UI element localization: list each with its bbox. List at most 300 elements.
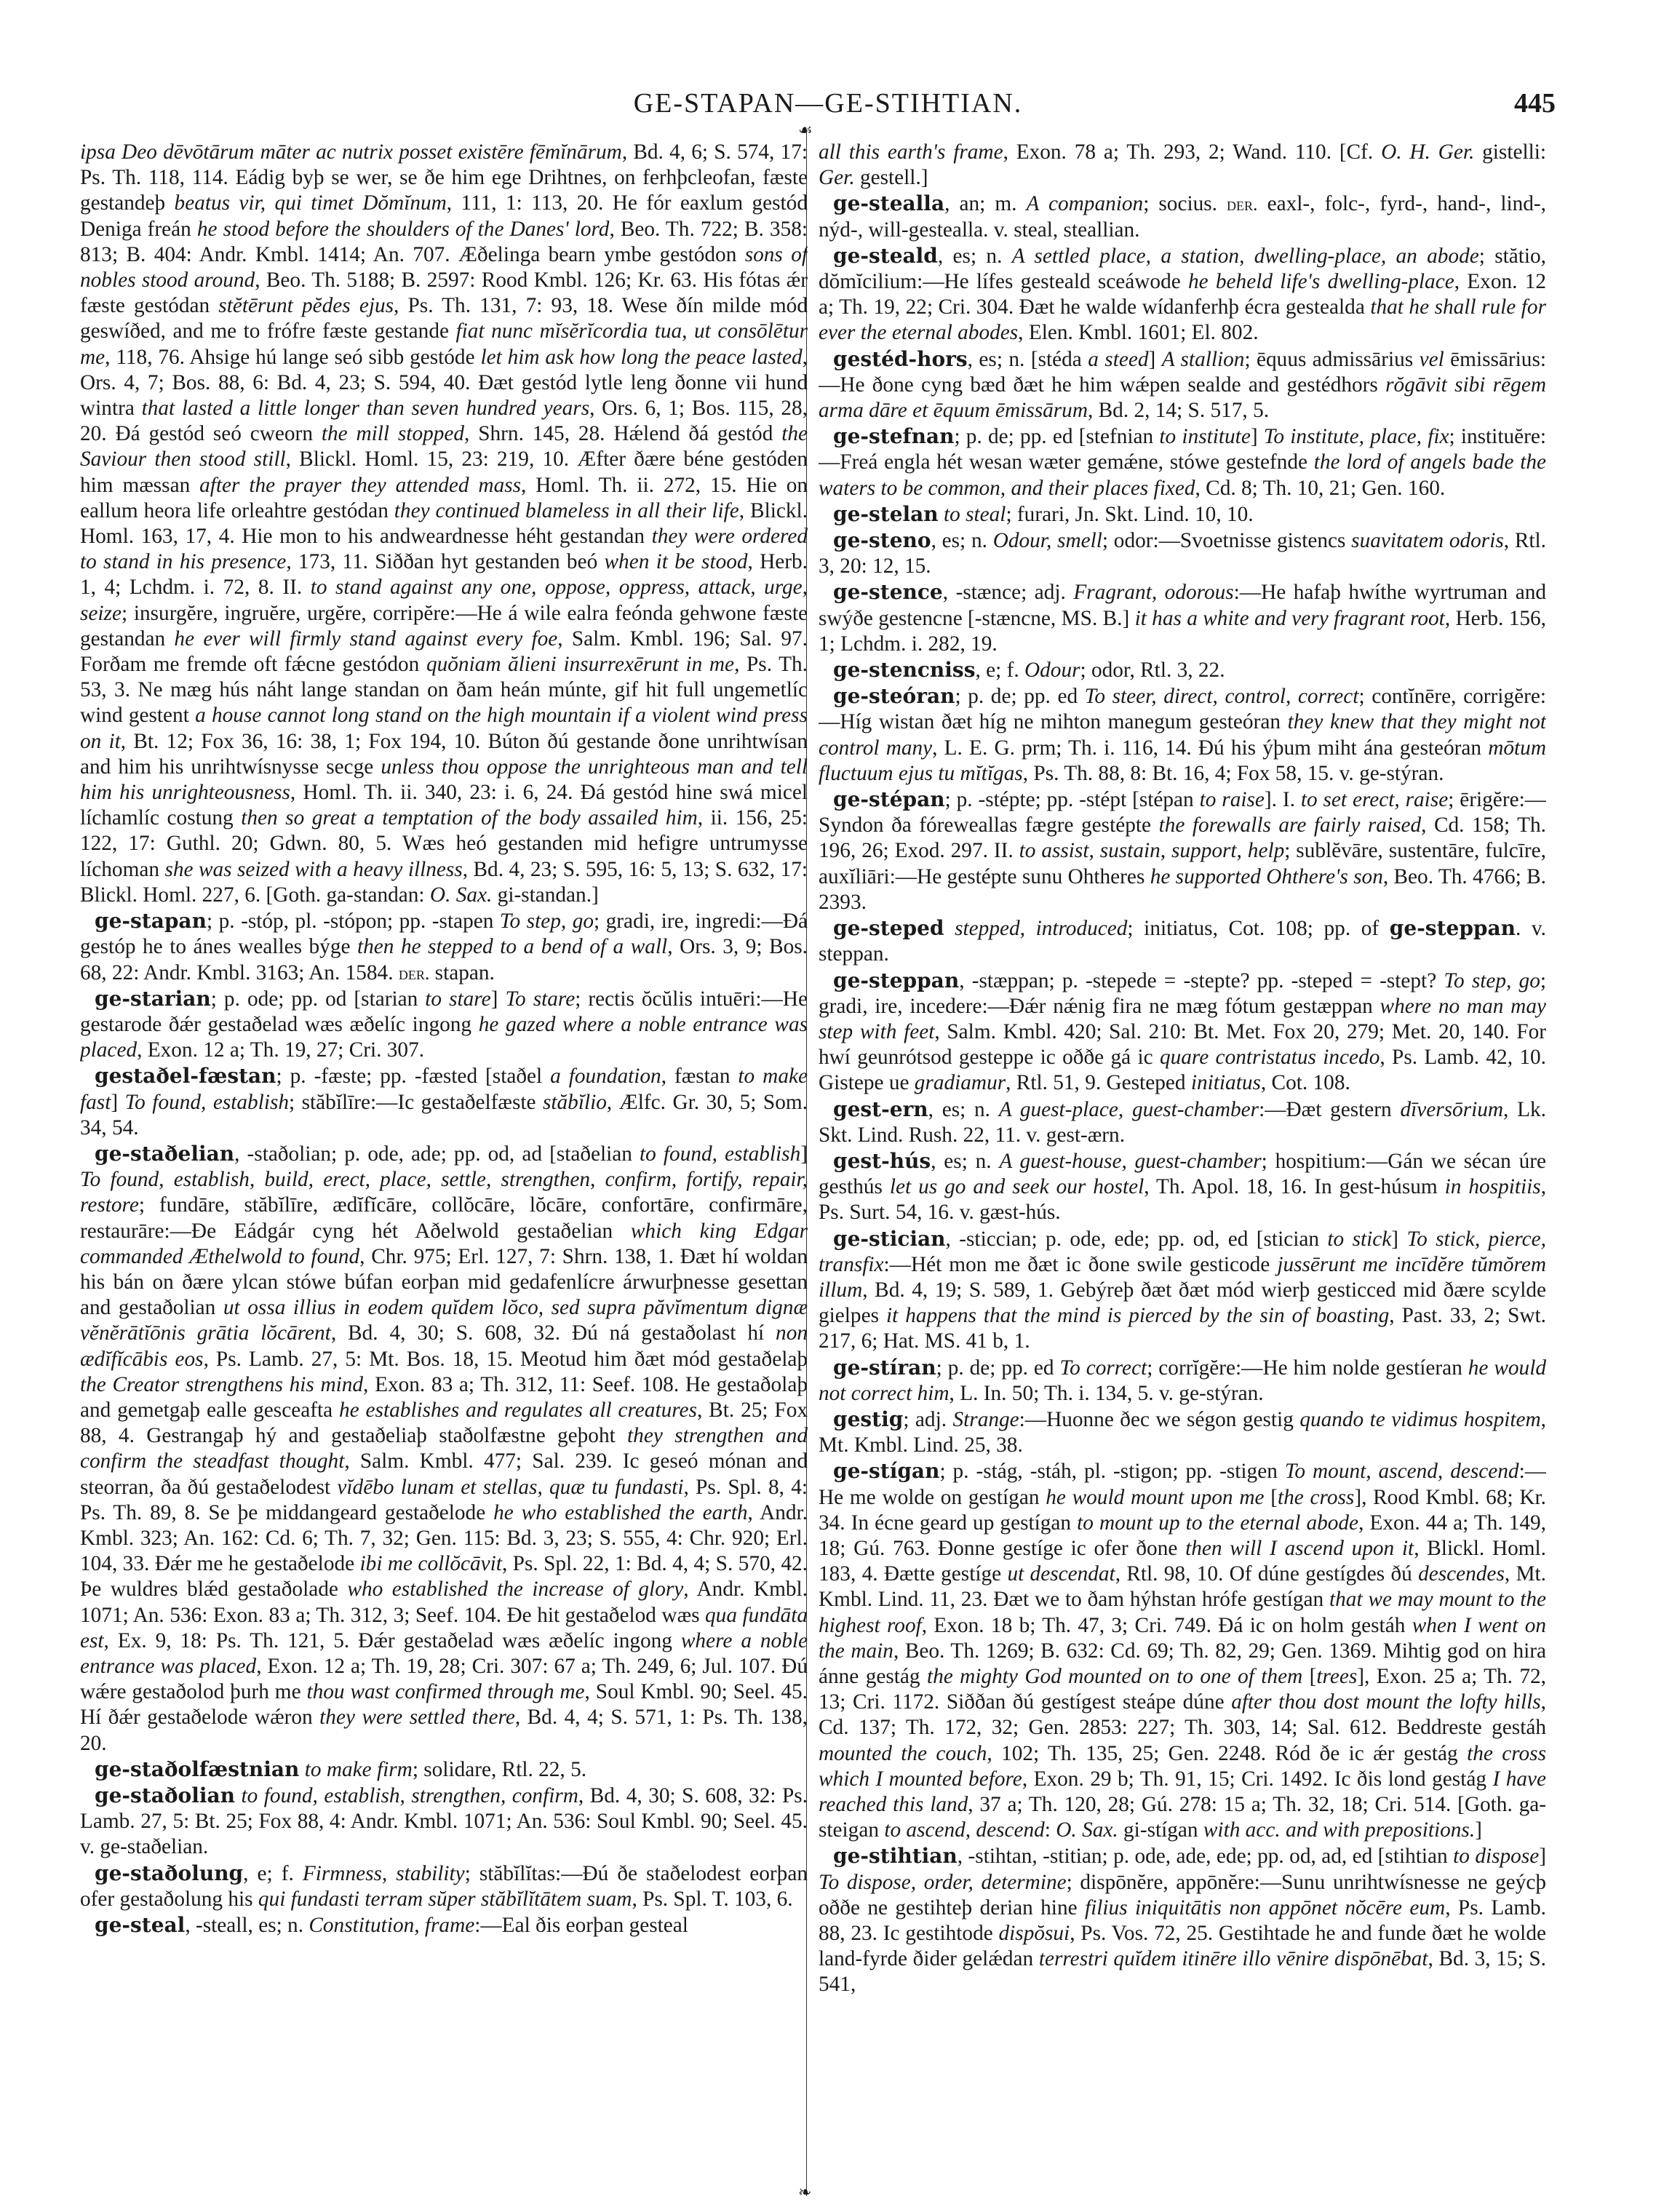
dictionary-entry <box>819 501 1546 528</box>
entry-text: ] <box>1148 347 1162 371</box>
entry-gloss: to stand against any one, oppose, oppress, attack, urge, seize <box>80 576 808 625</box>
entry-gloss: filius iniquitātis non appōnet nŏcēre eum <box>1085 1895 1446 1919</box>
entry-gloss: where no man may step with feet <box>819 994 1546 1043</box>
entry-text: , -steall, es; n. <box>185 1914 309 1938</box>
entry-text: , Herb. 1, 4; Lchdm. i. 72, 8. II. <box>80 550 808 600</box>
dictionary-entry <box>80 1063 808 1141</box>
entry-text: , Past. 33, 2; Swt. 217, 6; Hat. MS. 41 b, 1. <box>819 1304 1546 1353</box>
entry-text: , Beo. Th. 4766; B. 2393. <box>819 864 1546 914</box>
entry-text: , Ors. 4, 7; Bos. 88, 6: Bd. 4, 23; S. 594, 40. Ðæt gestód lytle leng ðonne vii hund wintra <box>80 345 808 421</box>
entry-text: , Andr. Kmbl. 1071; An. 536: Exon. 83 a; Th. 312, 3; Seef. 104. Ðe hit gestaðelod wæs <box>80 1578 808 1627</box>
dictionary-entry <box>819 243 1546 346</box>
entry-gloss: O. H. Ger. <box>1381 140 1475 164</box>
entry-gloss: ut descendat <box>1007 1562 1115 1586</box>
dictionary-entry <box>819 191 1546 242</box>
entry-headword: ge-stihtian <box>833 1844 958 1869</box>
entry-text: ; odor:—Svoetnisse gistencs <box>1102 529 1352 553</box>
entry-text: , Bd. 3, 15; S. 541, <box>819 1947 1546 1997</box>
entry-text: , Homl. Th. ii. 272, 15. Hie on eallum heora life orleahtre gestódan <box>80 473 808 522</box>
entry-text: , 37 a; Th. 120, 28; Gú. 278: 15 a; Th. 32, 18; Cri. 514. [Goth. ga-steigan <box>819 1793 1546 1842</box>
entry-gloss: to raise <box>1199 788 1265 812</box>
entry-text: , Blickl. Homl. 183, 4. Ðætte gestíge <box>819 1536 1546 1586</box>
entry-text: , Exon. 83 a; Th. 312, 11: Seef. 108. He gestaðolaþ and gemetgaþ ealle gesceafta <box>80 1372 808 1422</box>
entry-gloss: let him ask how long the peace lasted <box>480 345 803 369</box>
entry-text: ] <box>1539 1845 1546 1869</box>
entry-text: , Ors. 3, 9; Bos. 68, 22: Andr. Kmbl. 3163; An. 1584. <box>80 935 808 984</box>
entry-text: ; stătio, dŏmĭcilium:—He lífes gesteald sceáwode <box>819 244 1546 294</box>
entry-gloss: the forewalls are fairly raised <box>1158 813 1422 838</box>
entry-text: , Rtl. 51, 9. Gesteped <box>1006 1071 1191 1095</box>
entry-gloss: A companion <box>1026 192 1144 216</box>
entry-gloss: let us go and seek our hostel <box>889 1175 1145 1199</box>
entry-text: , fæstan <box>661 1065 739 1089</box>
entry-gloss: to ascend, descend <box>884 1818 1045 1842</box>
entry-text: , Homl. Th. ii. 340, 23: i. 6, 24. Ðá gestód hine swá micel líchamlíc costung <box>80 781 808 830</box>
entry-text: ēmissārius:—He ðone cyng bæd ðæt he him wǽpen sealde and gestédhors <box>819 347 1546 397</box>
entry-gloss: mōtum fluctuum ejus tu mĭtĭgas <box>819 736 1546 785</box>
entry-gloss: mounted the couch <box>819 1741 987 1765</box>
entry-headword: ge-stealla <box>833 191 945 216</box>
entry-text: , Rtl. 3, 20: 12, 15. <box>819 529 1546 578</box>
entry-text: , Beo. Th. 1269; B. 632: Cd. 69; Th. 82, 29; Gen. 1369. Mihtig god on hira ánne gestág <box>819 1639 1546 1688</box>
entry-text: ; ēquus admissārius <box>1244 347 1420 371</box>
entry-gloss: a house cannot long stand on the high mountain if a violent wind press on it <box>80 704 808 753</box>
entry-gloss: to found, establish <box>640 1142 801 1166</box>
top-ornament-icon: ☙ <box>798 121 813 139</box>
entry-headword: gestaðel-fæstan <box>95 1064 276 1089</box>
entry-gloss: To found, establish <box>124 1090 290 1114</box>
entry-text: ] <box>111 1090 125 1114</box>
dictionary-entry <box>819 1148 1546 1226</box>
entry-text: ; stăbĭlīre:—Ic gestaðelfæste <box>289 1090 543 1114</box>
entry-headword: ge-stefnan <box>833 424 955 449</box>
entry-headword: ge-starian <box>95 986 211 1011</box>
entry-text: , Rtl. 98, 10. Of dúne gestígdes ðú <box>1115 1562 1419 1586</box>
entry-text: , Herb. 156, 1; Lchdm. i. 282, 19. <box>819 606 1546 656</box>
entry-gloss: O. Sax. <box>429 883 493 907</box>
entry-gloss: descendes <box>1418 1562 1505 1586</box>
entry-text: ; gradi, ire, ingredi:—Ðá gestóp he to ánes wealles býge <box>80 910 808 959</box>
entry-text: , Beo. Th. 5188; B. 2597: Rood Kmbl. 126; Kr. 63. His fótas ǽr fæste gestódan <box>80 268 808 318</box>
entry-headword: ge-stician <box>833 1226 946 1251</box>
entry-text: ; p. -fæste; pp. -fæsted [staðel <box>276 1065 551 1089</box>
entry-text: , Exon. 12 a; Th. 19, 27; Cri. 307. <box>137 1038 425 1062</box>
entry-text: ; furari, Jn. Skt. Lind. 10, 10. <box>1006 502 1254 526</box>
entry-gloss: to set erect, raise <box>1300 788 1449 812</box>
entry-text: ; instituĕre:—Freá engla hét wesan wæter gemǽne, stówe gestefnde <box>819 425 1546 474</box>
entry-gloss: quare contristatus incedo <box>1159 1046 1380 1070</box>
entry-gloss: he ever will firmly stand against every foe <box>174 626 558 651</box>
entry-gloss: he who established the earth <box>493 1500 748 1524</box>
entry-gloss: she was seized with a heavy illness <box>164 857 463 881</box>
entry-text: , -sticcian; p. ode, ede; pp. od, ed [stician <box>945 1227 1328 1251</box>
entry-gloss: he would mount upon me <box>1046 1485 1265 1509</box>
entry-headword: gest-hús <box>833 1148 931 1173</box>
entry-text <box>944 917 955 940</box>
entry-text: ], Rood Kmbl. 68; Kr. 34. In écne geard up gestígan <box>819 1485 1546 1535</box>
entry-text: ; socius. <box>1143 192 1227 216</box>
entry-gloss: a steed <box>1088 347 1149 371</box>
entry-gloss: the cross <box>1278 1485 1355 1509</box>
entry-text: , Exon. 18 b; Th. 47, 3; Cri. 749. Ðá ic on holm gestáh <box>921 1613 1412 1637</box>
entry-gloss: To institute, place, fix <box>1263 425 1449 449</box>
entry-gloss: that we may mount to the highest roof <box>819 1588 1546 1637</box>
entry-gloss: Odour, smell <box>992 529 1102 553</box>
entry-text: :—Huonne ðec we ségon gestig <box>1019 1407 1300 1431</box>
entry-text: ; ērigĕre:—Syndon ða fóreweallas fægre gestépte <box>819 788 1546 838</box>
dictionary-entry <box>819 140 1546 191</box>
entry-headword: ge-steóran <box>833 684 955 709</box>
entry-text <box>235 1784 242 1807</box>
entry-gloss: quando te vidimus hospitem <box>1299 1407 1541 1431</box>
entry-headword: ge-steppan <box>833 968 960 992</box>
entry-gloss: in hospitiis <box>1444 1175 1541 1199</box>
entry-gloss: A guest-house, guest-chamber <box>999 1149 1262 1173</box>
entry-gloss: after the prayer they attended mass <box>199 473 522 497</box>
entry-gloss: O. Sax. <box>1056 1818 1118 1842</box>
entry-gloss: qua fundāta est <box>80 1603 808 1652</box>
entry-gloss: To correct <box>1059 1356 1147 1380</box>
entry-text: ; p. -stág, -stáh, pl. -stigon; pp. -stigen <box>939 1460 1285 1484</box>
entry-gloss: dispŏsui <box>998 1922 1070 1946</box>
entry-gloss: fiat nunc mĭsĕrĭcordia tua, ut consōlētur me <box>80 319 808 369</box>
entry-text: , Exon. 78 a; Th. 293, 2; Wand. 110. [Cf. <box>1003 140 1382 164</box>
entry-text: , Bd. 4, 6; S. 574, 17: Ps. Th. 118, 114. Eádig byþ se wer, se ðe him ege Drihtnes, on ferhþcleofan, fæste gestandeþ <box>80 140 808 215</box>
entry-gloss: stăbĭlio <box>542 1090 607 1114</box>
entry-text: ; corrĭgĕre:—He him nolde gestíeran <box>1147 1356 1468 1380</box>
entry-text: :—Ðæt gestern <box>1259 1097 1401 1121</box>
entry-gloss: ipsa Deo dēvōtārum māter ac nutrix posset existēre fēmĭnārum <box>80 140 622 164</box>
entry-gloss: that he shall rule for ever the eternal abodes <box>819 295 1546 345</box>
dictionary-entry <box>80 140 808 908</box>
dictionary-entry <box>819 915 1546 967</box>
entry-gloss: stepped, introduced <box>955 917 1128 941</box>
entry-text: , 173, 11. Siððan hyt gestanden beó <box>286 550 605 574</box>
bottom-ornament-icon: ❧ <box>798 2183 812 2201</box>
entry-text: , -stihtan, -stitian; p. ode, ade, ede; pp. od, ad, ed [stihtian <box>957 1845 1454 1869</box>
entry-gloss: it has a white and very fragrant root <box>1134 606 1445 630</box>
entry-gloss: the mill stopped <box>321 422 465 446</box>
entry-text: , Shrn. 145, 28. Hǽlend ðá gestód <box>464 422 782 446</box>
dictionary-entry <box>819 1843 1546 1997</box>
entry-text: ] <box>490 987 506 1011</box>
entry-gloss: to dispose <box>1453 1845 1540 1869</box>
entry-gloss: to assist, sustain, support, help <box>1019 839 1285 863</box>
entry-text: , Elen. Kmbl. 1601; El. 802. <box>1018 321 1259 345</box>
entry-text: gi-standan.] <box>492 883 599 907</box>
entry-text: ]. I. <box>1264 788 1301 812</box>
entry-text: ; p. de; pp. ed <box>936 1356 1060 1380</box>
entry-gloss: sons of nobles stood around <box>80 242 808 293</box>
entry-gloss: then so great a temptation of the body assailed him <box>241 806 698 830</box>
entry-gloss: Firmness, stability <box>302 1861 465 1885</box>
entry-gloss: to found, establish, strengthen, confirm <box>241 1784 578 1807</box>
entry-text: , 118, 76. Ahsige hú lange seó sibb gestóde <box>105 345 481 369</box>
entry-gloss: thou wast confirmed through me <box>306 1680 585 1704</box>
entry-gloss: qui fundasti terram sŭper stăbĭlĭtātem suam <box>258 1887 632 1911</box>
entry-gloss: dīversōrium <box>1400 1097 1504 1121</box>
entry-gloss: all this earth's frame <box>819 140 1003 164</box>
entry-text: , Cd. 137; Th. 172, 32; Gen. 2853: 227; Th. 303, 14; Sal. 612. Beddreste gestáh <box>819 1690 1546 1740</box>
entry-text: ], Exon. 25 a; Th. 72, 13; Cri. 1172. Siððan ðú gestígest steápe dúne <box>819 1664 1546 1714</box>
entry-headword: ge-staðolung <box>95 1861 244 1885</box>
entry-gloss: to stick <box>1327 1227 1392 1251</box>
entry-gloss: they were settled there <box>319 1706 515 1730</box>
entry-headword: ge-steped <box>833 916 944 941</box>
entry-gloss: the mighty God mounted on to one of them <box>926 1664 1303 1688</box>
entry-text: , Beo. Th. 722; B. 358: 813; B. 404: Andr. Kmbl. 1414; An. 707. Æðelinga bearn ymbe gestódon <box>80 217 808 266</box>
entry-gloss: rŏgāvit sibi rēgem arma dāre et ēquum ēmissārum <box>819 373 1546 423</box>
entry-text: , Ps. Vos. 72, 25. Gestihtade he and funde ðæt he wolde land-fyrde ðider gelǽdan <box>819 1922 1546 1971</box>
entry-text: ] <box>1250 425 1264 449</box>
entry-gloss: to mount up to the eternal abode <box>1077 1511 1359 1535</box>
entry-text: , Bt. 12; Fox 36, 16: 38, 1; Fox 194, 10. Búton ðú gestande ðone unrihtwísan and him his unrihtwísnysse secge <box>80 729 808 779</box>
entry-text: , e; f. <box>975 659 1024 683</box>
entry-gloss: A stallion <box>1161 347 1245 371</box>
entry-text: , L. E. G. prm; Th. i. 116, 14. Ðú his ýþum miht ána gesteóran <box>932 736 1489 760</box>
entry-text: ; p. ode; pp. od [starian <box>210 987 426 1011</box>
entry-gloss: A settled place, a station, dwelling-place, an abode <box>1011 244 1479 268</box>
entry-text: , Ps. Lamb. 27, 5: Mt. Bos. 18, 15. Meotud him ðæt mód gestaðelaþ <box>203 1347 808 1371</box>
entry-gloss: the Creator strengthens his mind <box>80 1372 364 1396</box>
entry-headword: ge-stépan <box>833 787 945 812</box>
entry-gloss: Ger. <box>819 166 855 190</box>
entry-text: stapan. <box>429 960 495 984</box>
entry-gloss: where a noble entrance was placed <box>80 1628 808 1678</box>
entry-text: , Andr. Kmbl. 323; An. 162: Cd. 6; Th. 7, 32; Gen. 115: Bd. 3, 23; S. 555, 4: Chr. 920; Erl. 104, 33. Ðǽr me he gestaðelode <box>80 1500 808 1576</box>
entry-text: ; p. de; pp. ed <box>955 685 1085 709</box>
entry-text: , ii. 156, 25: 122, 17: Guthl. 20; Gdwn. 80, 5. Wæs heó gestanden mid hefigre untrumysse líchoman <box>80 806 808 881</box>
entry-headword: ge-steal <box>95 1913 186 1938</box>
entry-gloss: To stick, pierce, transfix <box>819 1227 1546 1276</box>
entry-gloss: to stare <box>425 987 491 1011</box>
entry-gloss: initiatus <box>1190 1071 1261 1095</box>
entry-text: , 111, 1: 113, 20. He fór eaxlum gestód Deniga freán <box>80 191 808 241</box>
entry-gloss: he supported Ohthere's son <box>1150 864 1383 888</box>
entry-gloss: suavitatem odoris <box>1351 529 1504 553</box>
entry-text: ; fundāre, stăbĭlīre, ædĭfĭcāre, collŏcāre, lŏcāre, confortāre, confirmāre, restaurāre:—Ðe Eádgár cyng hét Aðelwold gestaðelian <box>80 1193 808 1243</box>
entry-text: der. <box>398 962 430 984</box>
entry-gloss: they knew that they might not control many <box>819 710 1546 760</box>
entry-gloss: he would not correct him <box>819 1356 1546 1405</box>
entry-text: gestell.] <box>854 166 928 190</box>
dictionary-entry <box>819 1407 1546 1458</box>
entry-gloss: they were ordered to stand in his presence <box>80 525 808 574</box>
dictionary-entry <box>819 528 1546 579</box>
entry-text: , Bt. 25; Fox 88, 4. Gestrangaþ hý and gestaðeliaþ staðolfæstne geþoht <box>80 1398 808 1448</box>
entry-gloss: he establishes and regulates all creatures <box>339 1398 697 1422</box>
entry-text: , Salm. Kmbl. 420; Sal. 210: Bt. Met. Fox 20, 279; Met. 20, 140. For hwí geunrótsod gesteppe ic oððe gá ic <box>819 1019 1546 1070</box>
entry-text: ; stăbĭlĭtas:—Ðú ðe staðelodest eorþan ofer gestaðolung his <box>80 1861 808 1911</box>
entry-gloss: a foundation <box>550 1065 661 1089</box>
entry-gloss: with acc. and with prepositions. <box>1203 1818 1476 1842</box>
dictionary-entry <box>819 1226 1546 1355</box>
entry-text: :—Hét mon me ðæt ic ðone swile gesticode <box>883 1252 1278 1276</box>
entry-text: ] <box>1475 1818 1482 1842</box>
entry-text: , 102; Th. 135, 25; Gen. 2248. Ród ðe ic ǽr gestág <box>987 1741 1468 1765</box>
entry-gloss: when I went on the main <box>819 1613 1546 1663</box>
entry-gloss: terrestri quĭdem itinēre illo vēnire dispōnēbat <box>1038 1947 1428 1971</box>
entry-text: , Ex. 9, 18: Ps. Th. 121, 5. Ðǽr gestaðelad wæs æðelíc ingong <box>103 1628 681 1652</box>
entry-text: , es; n. <box>937 244 1012 268</box>
entry-text: , Bd. 4, 23; S. 595, 16: 5, 13; S. 632, 17: Blickl. Homl. 227, 6. [Goth. ga-standan: <box>80 857 808 907</box>
entry-text: :—He me wolde on gestígan <box>819 1460 1546 1509</box>
entry-gloss: gradiamur <box>914 1071 1006 1095</box>
entry-gloss: when it be stood <box>604 550 748 574</box>
entry-text: , -staðolian; p. ode, ade; pp. od, ad [staðelian <box>234 1142 640 1166</box>
running-title: GE-STAPAN—GE-STIHTIAN. <box>633 88 1023 119</box>
entry-text: , Chr. 975; Erl. 127, 7: Shrn. 138, 1. Ðæt hí woldan his bán on ðære ylcan stówe búfan eorþan mid gedafenlícre árwurþnesse gesettan and gestaðolian <box>80 1244 808 1320</box>
entry-text: ] <box>800 1142 808 1166</box>
entry-text: , Exon. 12 a; Th. 19, 22; Cri. 304. Ðæt he walde wídanferhþ écra gestealda <box>819 270 1546 319</box>
entry-gloss: the Saviour then stood still <box>80 422 808 472</box>
entry-text: [ <box>1302 1664 1317 1688</box>
entry-text: , Mt. Kmbl. Lind. 11, 23. Ðæt we to ðam hýhstan hrófe gestígan <box>819 1562 1546 1612</box>
entry-text: , Salm. Kmbl. 196; Sal. 97. Forðam me fremde oft fǽcne gestódon <box>80 626 808 677</box>
entry-gloss: then he stepped to a bend of a wall <box>357 935 668 959</box>
entry-headword: ge-steppan <box>1389 916 1516 941</box>
entry-text: ; dispōnĕre, appōnĕre:—Sunu unrihtwísnesse ne geýcþ oððe ne gestihteþ derian hine <box>819 1870 1546 1919</box>
entry-text: ; solidare, Rtl. 22, 5. <box>412 1757 587 1781</box>
entry-text: , Blickl. Homl. 163, 17, 4. Hie mon to his andweardnesse héht gestandan <box>80 498 808 549</box>
entry-gloss: he stood before the shoulders of the Danes' lord <box>196 217 610 241</box>
entry-gloss: To step, go <box>499 910 594 934</box>
entry-gloss: after thou dost mount the lofty hills <box>1231 1690 1541 1714</box>
entry-text: , Ps. Lamb. 42, 10. Gistepe ue <box>819 1046 1546 1095</box>
entry-text: , Cd. 8; Th. 10, 21; Gen. 160. <box>1195 476 1446 500</box>
entry-gloss: the cross which I mounted before <box>819 1741 1546 1791</box>
entry-headword: ge-steald <box>833 243 938 268</box>
entry-text: ; p. -stóp, pl. -stópon; pp. -stapen <box>206 910 500 934</box>
dictionary-entry <box>819 346 1546 424</box>
entry-text: ; contĭnēre, corrigĕre:—Híg wistan ðæt híg ne mihton manegum gesteóran <box>819 685 1546 734</box>
dictionary-entry <box>819 657 1546 683</box>
entry-text: ; p. -stépte; pp. -stépt [stépan <box>944 788 1200 812</box>
entry-headword: ge-steno <box>833 528 931 553</box>
entry-gloss: he gazed where a noble entrance was placed <box>80 1012 808 1062</box>
dictionary-entry <box>80 1757 808 1783</box>
entry-text: ; insurgĕre, ingruĕre, urgĕre, corripĕre:—He á wile ealra feónda gehwone fæste gestandan <box>80 601 808 651</box>
entry-text: :—Eal ðis eorþan gesteal <box>474 1914 688 1938</box>
entry-text: , es; n. <box>931 529 993 553</box>
dictionary-entry <box>80 1912 808 1938</box>
page-header <box>0 81 1656 125</box>
entry-text: , Cot. 108. <box>1260 1071 1350 1095</box>
entry-gloss: quŏniam ălieni insurrexērunt in me <box>426 653 735 677</box>
entry-text: ; gradi, ire, incedere:—Ðǽr nǽnig fira ne mæg fótum gestæppan <box>819 968 1546 1018</box>
dictionary-entry <box>80 986 808 1064</box>
entry-text: eaxl-, folc-, fyrd-, hand-, lind-, nýd-, will-gestealla. v. steal, steallian. <box>819 192 1546 242</box>
entry-text: , es; n. <box>928 1097 999 1121</box>
entry-text <box>939 503 944 526</box>
entry-gloss: A guest-place, guest-chamber <box>998 1097 1259 1121</box>
entry-gloss: they strengthen and confirm the steadfast thought <box>80 1424 808 1473</box>
entry-text: , Bd. 4, 19; S. 589, 1. Gebýreþ ðæt ðæt mód wierþ gesticced mid ðære scylde gielpes <box>819 1278 1546 1328</box>
dictionary-entry <box>819 1355 1546 1407</box>
entry-text: , Ps. Th. 131, 7: 93, 18. Wese ðín milde mód geswíðed, and me to frófre fæste gestande <box>80 294 808 343</box>
dictionary-entry <box>819 579 1546 657</box>
entry-text: , Exon. 44 a; Th. 149, 18; Gú. 763. Ðonne gestíge ic ofer ðone <box>819 1511 1546 1560</box>
entry-headword: ge-stígan <box>833 1459 940 1484</box>
entry-headword: ge-stence <box>833 580 943 605</box>
entry-text: , -stænce; adj. <box>942 581 1074 605</box>
entry-text: , an; m. <box>944 192 1027 216</box>
entry-text: , Ps. Lamb. 88, 23. Ic gestihtode <box>819 1895 1546 1946</box>
entry-gloss: beatus vir, qui timet Dŏmĭnum <box>174 191 447 215</box>
entry-text: , Lk. Skt. Lind. Rush. 22, 11. v. gest-ærn. <box>819 1097 1546 1147</box>
entry-text: , Soul Kmbl. 90; Seel. 45. Hí ðǽr gestaðelode wǽron <box>80 1680 808 1730</box>
entry-text: ] <box>1391 1227 1407 1251</box>
entry-gloss: stĕtērunt pĕdes ejus <box>218 294 394 318</box>
entry-text: . v. steppan. <box>819 917 1546 966</box>
entry-gloss: To steer, direct, control, correct <box>1084 685 1359 709</box>
entry-gloss: to steal <box>944 502 1006 526</box>
entry-gloss: it happens that the mind is pierced by the sin of boasting <box>885 1304 1390 1328</box>
entry-text <box>299 1758 304 1781</box>
entry-text: , e; f. <box>243 1861 303 1885</box>
entry-text: , Ælfc. Gr. 30, 5; Som. 34, 54. <box>80 1090 808 1139</box>
entry-gloss: non ædĭfĭcābis eos <box>80 1321 808 1371</box>
entry-gloss: to institute <box>1159 425 1251 449</box>
entry-gloss: the lord of angels bade the waters to be common, and their places fixed <box>819 450 1546 500</box>
entry-text: , Exon. 29 b; Th. 91, 15; Cri. 1492. Ic ðis lond gestág <box>1022 1767 1493 1791</box>
dictionary-entry <box>819 683 1546 787</box>
entry-text: , es; n. [stéda <box>967 347 1088 371</box>
entry-text: , Ors. 6, 1; Bos. 115, 28, 20. Ðá gestód seó cweorn <box>80 397 808 446</box>
entry-text: , Ps. Spl. 8, 4: Ps. Th. 89, 8. Se þe middangeard gestaðelode <box>80 1475 808 1524</box>
entry-text: [ <box>1264 1485 1278 1509</box>
page-number: 445 <box>1514 88 1556 119</box>
dictionary-entry <box>80 1861 808 1912</box>
entry-gloss: which king Edgar commanded Æthelwold to found <box>80 1219 808 1268</box>
entry-gloss: I have reached this land <box>819 1767 1546 1816</box>
entry-gloss: then will I ascend upon it <box>1185 1536 1414 1560</box>
entry-text: , Exon. 12 a; Th. 19, 28; Cri. 307: 67 a; Th. 249, 6; Jul. 107. Ðú wǽre gestaðolod þurh me <box>80 1654 808 1704</box>
entry-headword: ge-staðolian <box>95 1783 235 1807</box>
entry-gloss: he beheld life's dwelling-place <box>1188 270 1454 294</box>
entry-text: der. <box>1227 194 1258 215</box>
entry-gloss: they continued blameless in all their life <box>394 498 739 522</box>
left-column <box>80 140 808 2184</box>
dictionary-entry <box>80 1141 808 1757</box>
entry-headword: gest-ern <box>833 1097 928 1121</box>
entry-text: ; sublĕvāre, sustentāre, fulcīre, auxĭliāri:—He gestépte sunu Ohtheres <box>819 839 1546 888</box>
entry-text: , es; n. <box>931 1149 1000 1173</box>
entry-text: , Bd. 4, 30; S. 608, 32: Ps. Lamb. 27, 5: Bt. 25; Fox 88, 4: Andr. Kmbl. 1071; An. 536: Soul Kmbl. 90; Seel. 45. v. ge-staðelian. <box>80 1784 808 1859</box>
entry-gloss: who established the increase of glory <box>347 1578 684 1602</box>
entry-text: , Salm. Kmbl. 477; Sal. 239. Ic geseó mónan and steorran, ða ðú gestaðelodest <box>80 1449 808 1499</box>
entry-headword: ge-stelan <box>833 501 939 526</box>
entry-headword: gestéd-hors <box>833 346 968 371</box>
entry-text: , Ps. Th. 53, 3. Ne mæg hús náht lange standan on ðam heán múnte, gif hit full ungemetlíc wind gestent <box>80 653 808 728</box>
entry-gloss: that lasted a little longer than seven hundred years <box>141 397 590 421</box>
dictionary-entry <box>819 968 1546 1097</box>
entry-gloss: To step, go <box>1444 968 1540 992</box>
entry-text: ; hospitium:—Gán we sécan úre gesthús <box>819 1149 1546 1199</box>
entry-gloss: ut ossa illius in eodem quĭdem lŏco, sed supra păvĭmentum dignæ vĕnĕrātĭōnis grātia lŏcārent <box>80 1296 808 1345</box>
entry-headword: ge-stencniss <box>833 658 976 683</box>
entry-text: , Bd. 4, 4; S. 571, 1: Ps. Th. 138, 20. <box>80 1706 808 1755</box>
entry-text: ; rectis ŏcŭlis intuēri:—He gestarode ðǽr gestaðelad wæs æðelíc ingong <box>80 987 808 1036</box>
dictionary-entry <box>80 908 808 986</box>
entry-gloss: trees <box>1316 1664 1358 1688</box>
dictionary-entry <box>819 1097 1546 1148</box>
entry-gloss: Fragrant, odorous <box>1073 581 1234 605</box>
entry-text: gistelli: <box>1474 140 1546 164</box>
entry-text: , -stæppan; p. -stepede = -stepte? pp. -steped = -stept? <box>959 968 1444 992</box>
entry-gloss: Constitution, frame <box>308 1914 475 1938</box>
dictionary-entry <box>819 787 1546 915</box>
